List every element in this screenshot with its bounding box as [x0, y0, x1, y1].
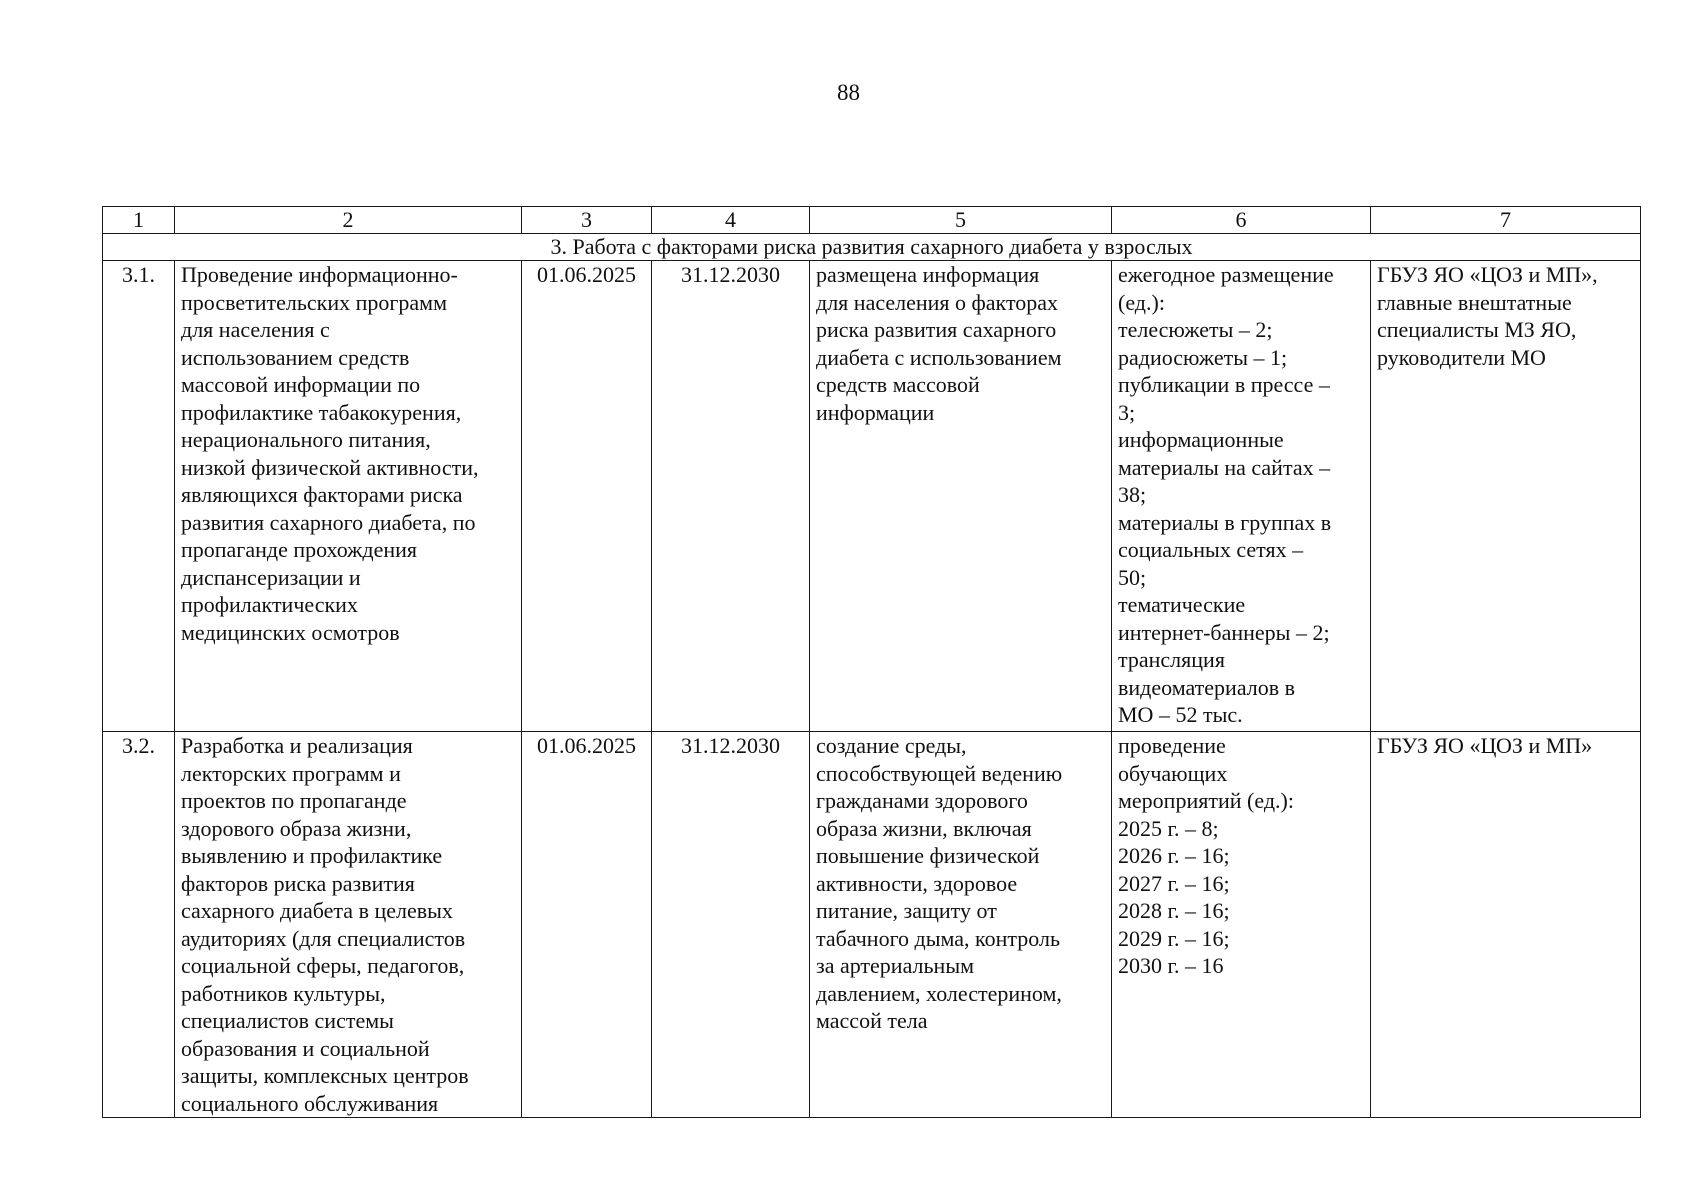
cell-text-line: создание среды,	[816, 733, 967, 758]
cell-text-line: табачного дыма, контроль	[816, 925, 1060, 951]
cell-text-line: низкой физической активности,	[181, 454, 479, 480]
cell-text-line: материалы в группах в	[1118, 509, 1332, 535]
cell-text-line: МО – 52 тыс.	[1118, 702, 1243, 727]
cell-text-line: для населения с	[181, 317, 330, 342]
cell-text-line: (ед.):	[1118, 289, 1165, 315]
cell-text-line: массой тела	[816, 1008, 928, 1033]
column-number-row	[103, 207, 1641, 234]
cell-text-line: 3;	[1118, 399, 1136, 425]
cell-text-line: нерационального питания,	[181, 427, 431, 452]
page-number: 88	[837, 80, 860, 105]
column-number-cell: 5	[810, 207, 1112, 234]
row-number: 3.1.	[103, 261, 175, 732]
cell-text-line: мероприятий (ед.):	[1118, 788, 1294, 813]
cell-text-line: 2027 г. – 16;	[1118, 870, 1230, 896]
column-number-cell: 1	[103, 207, 175, 234]
column-number-cell: 3	[522, 207, 652, 234]
section-title-row	[103, 234, 1641, 261]
cell-text-line: проектов по пропаганде	[181, 788, 407, 813]
cell-text-line: обучающих	[1118, 760, 1228, 786]
cell-text-line: медицинских осмотров	[181, 619, 400, 645]
cell-text-line: 2026 г. – 16;	[1118, 843, 1230, 868]
cell-text-line: лекторских программ и	[181, 760, 401, 786]
cell-text-line: 2025 г. – 8;	[1118, 815, 1219, 841]
column-number-cell: 7	[1371, 207, 1641, 234]
cell-text-line: радиосюжеты – 1;	[1118, 344, 1288, 370]
cell-text-line: ГБУЗ ЯО «ЦОЗ и МП»,	[1377, 262, 1598, 287]
cell-text-line: просветительских программ	[181, 289, 448, 315]
cell-text-line: 2028 г. – 16;	[1118, 898, 1230, 923]
cell-text-line: главные внештатные	[1377, 289, 1572, 315]
cell-text-line: образа жизни, включая	[816, 815, 1032, 841]
cell-text-line: руководители МО	[1377, 344, 1546, 370]
cell-text-line: гражданами здорового	[816, 788, 1028, 813]
indicator-cell	[1112, 732, 1371, 1118]
cell-text-line: средств массовой	[816, 372, 980, 397]
result-cell	[810, 732, 1112, 1118]
start-date: 01.06.2025	[522, 732, 652, 1118]
cell-text-line: социальной сферы, педагогов,	[181, 953, 465, 978]
cell-text-line: активности, здоровое	[816, 870, 1018, 896]
cell-text-line: Разработка и реализация	[181, 733, 413, 758]
cell-text-line: социального обслуживания	[181, 1090, 439, 1116]
column-number-cell: 6	[1112, 207, 1371, 234]
cell-text-line: выявлению и профилактике	[181, 843, 443, 868]
section-title: 3. Работа с факторами риска развития сахарного диабета у взрослых	[103, 234, 1641, 261]
cell-text-line: для населения о факторах	[816, 289, 1059, 315]
cell-text-line: способствующей ведению	[816, 760, 1063, 786]
cell-text-line: защиты, комплексных центров	[181, 1063, 469, 1088]
cell-text-line: диабета с использованием	[816, 344, 1062, 370]
cell-text-line: информации	[816, 399, 935, 425]
cell-text-line: специалисты МЗ ЯО,	[1377, 317, 1577, 342]
cell-text-line: аудиториях (для специалистов	[181, 925, 466, 951]
cell-text-line: ГБУЗ ЯО «ЦОЗ и МП»	[1377, 733, 1593, 758]
activity-plan-table	[102, 206, 1641, 1118]
cell-text-line: являющихся факторами риска	[181, 482, 463, 507]
cell-text-line: профилактических	[181, 592, 358, 617]
cell-text-line: интернет-баннеры – 2;	[1118, 619, 1330, 645]
cell-text-line: Проведение информационно-	[181, 262, 458, 287]
cell-text-line: здорового образа жизни,	[181, 815, 412, 841]
end-date: 31.12.2030	[652, 261, 810, 732]
responsible-cell	[1371, 261, 1641, 732]
cell-text-line: пропаганде прохождения	[181, 537, 417, 562]
cell-text-line: массовой информации по	[181, 372, 421, 397]
cell-text-line: информационные	[1118, 427, 1284, 452]
cell-text-line: 2029 г. – 16;	[1118, 925, 1230, 951]
responsible-cell	[1371, 732, 1641, 1118]
cell-text-line: диспансеризации и	[181, 564, 361, 590]
column-number-cell: 4	[652, 207, 810, 234]
cell-text-line: давлением, холестерином,	[816, 980, 1062, 1006]
cell-text-line: телесюжеты – 2;	[1118, 317, 1273, 342]
column-number-cell: 2	[175, 207, 522, 234]
table-row	[103, 261, 1641, 732]
cell-text-line: работников культуры,	[181, 980, 386, 1006]
cell-text-line: повышение физической	[816, 843, 1040, 868]
cell-text-line: 38;	[1118, 482, 1147, 507]
cell-text-line: материалы на сайтах –	[1118, 454, 1331, 480]
cell-text-line: факторов риска развития	[181, 870, 415, 896]
cell-text-line: социальных сетях –	[1118, 537, 1304, 562]
cell-text-line: сахарного диабета в целевых	[181, 898, 453, 923]
cell-text-line: питание, защиту от	[816, 898, 997, 923]
row-number: 3.2.	[103, 732, 175, 1118]
cell-text-line: 2030 г. – 16	[1118, 953, 1224, 978]
cell-text-line: риска развития сахарного	[816, 317, 1057, 342]
result-cell	[810, 261, 1112, 732]
cell-text-line: размещена информация	[816, 262, 1040, 287]
cell-text-line: публикации в прессе –	[1118, 372, 1330, 397]
cell-text-line: 50;	[1118, 564, 1147, 590]
start-date: 01.06.2025	[522, 261, 652, 732]
indicator-cell	[1112, 261, 1371, 732]
activity-cell	[175, 732, 522, 1118]
table-row	[103, 732, 1641, 1118]
cell-text-line: образования и социальной	[181, 1035, 430, 1061]
cell-text-line: проведение	[1118, 733, 1226, 758]
cell-text-line: видеоматериалов в	[1118, 674, 1296, 700]
activity-cell	[175, 261, 522, 732]
cell-text-line: использованием средств	[181, 344, 410, 370]
cell-text-line: за артериальным	[816, 953, 975, 978]
cell-text-line: ежегодное размещение	[1118, 262, 1334, 287]
cell-text-line: профилактике табакокурения,	[181, 399, 462, 425]
cell-text-line: специалистов системы	[181, 1008, 394, 1033]
cell-text-line: развития сахарного диабета, по	[181, 509, 476, 535]
cell-text-line: трансляция	[1118, 647, 1225, 672]
end-date: 31.12.2030	[652, 732, 810, 1118]
cell-text-line: тематические	[1118, 592, 1246, 617]
